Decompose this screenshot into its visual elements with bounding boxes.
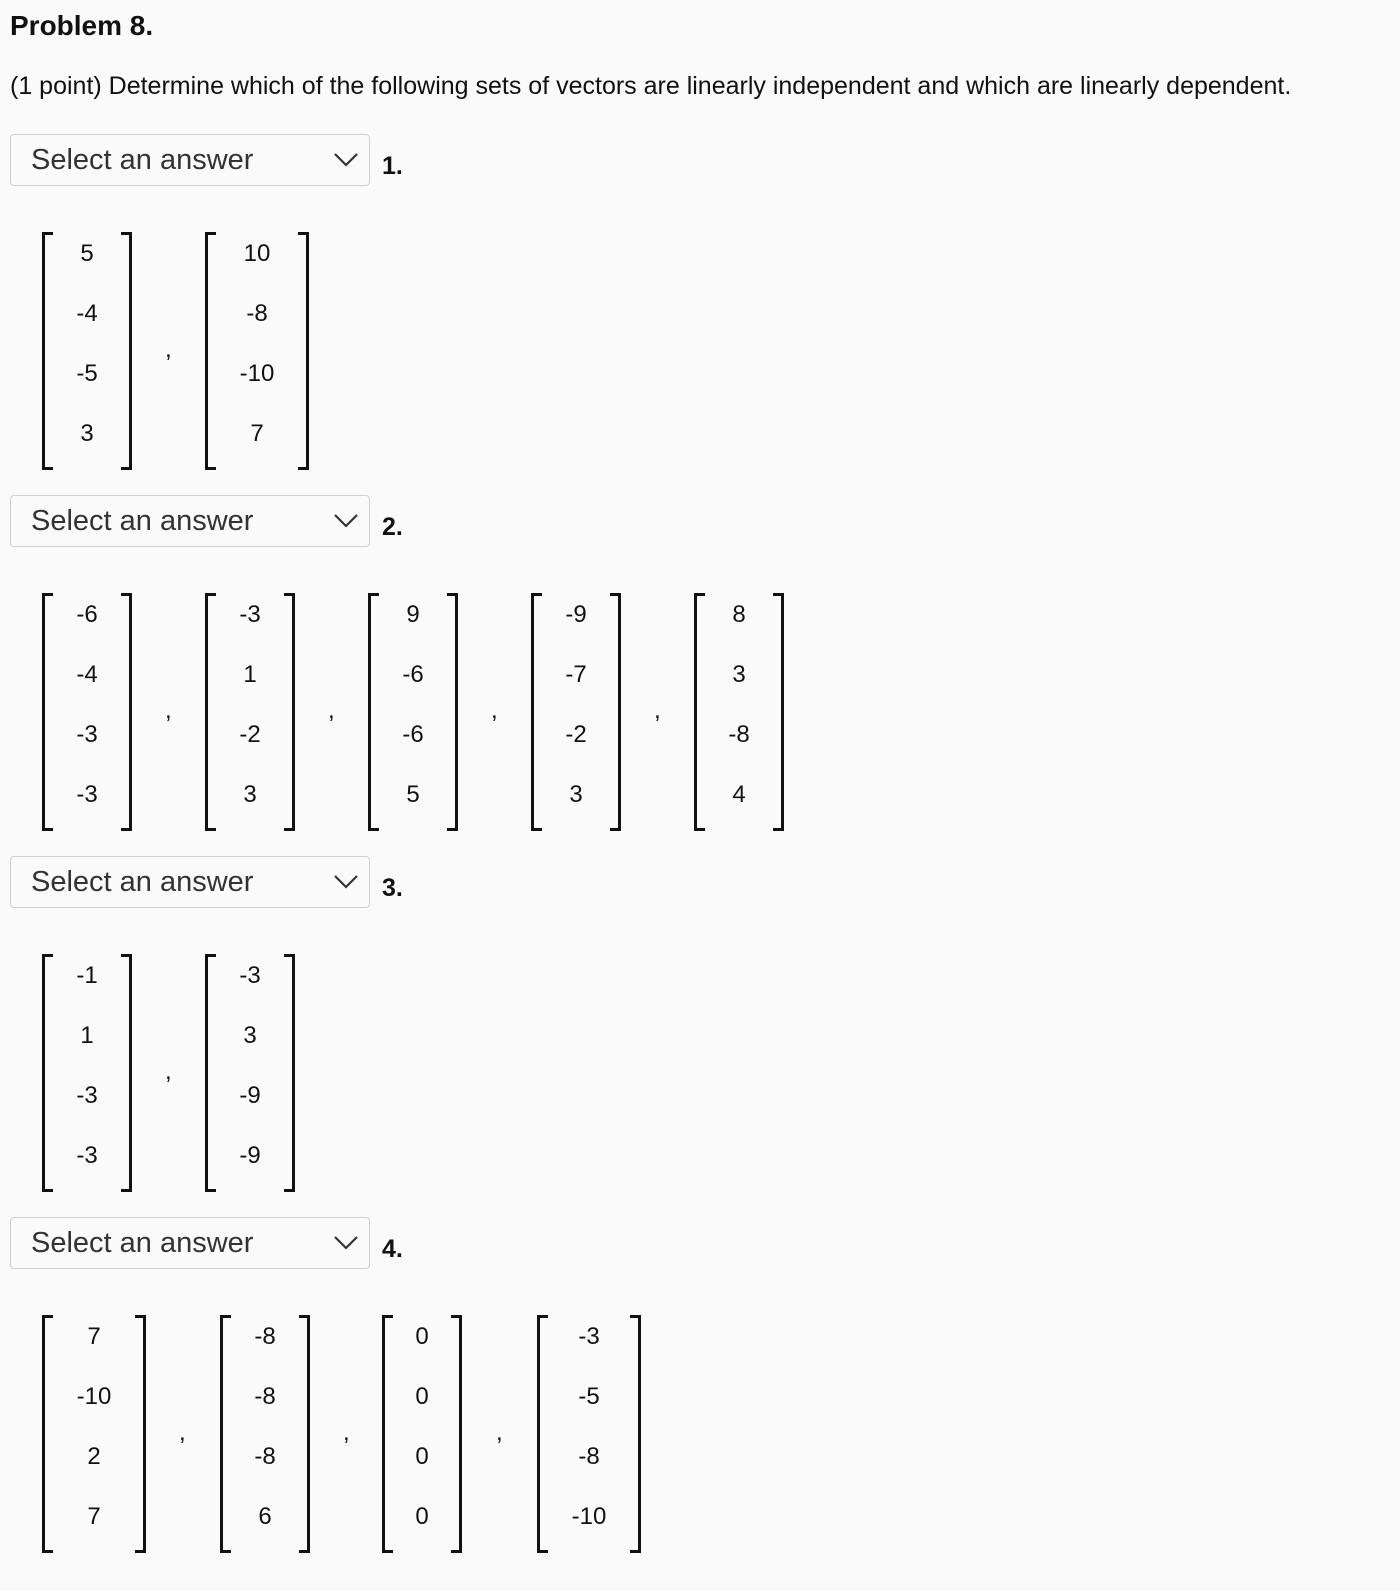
chevron-down-icon xyxy=(333,149,359,169)
vector-entry: -8 xyxy=(254,1323,276,1350)
select-value: Select an answer xyxy=(31,1227,254,1259)
problem-title: Problem 8. xyxy=(10,10,154,41)
problem-prompt: (1 point) Determine which of the following sets of vectors are linearly independent and which are linearly dependent. xyxy=(10,72,1292,100)
comma-separator: , xyxy=(654,697,661,724)
vector xyxy=(205,232,309,466)
vector-set-2 xyxy=(10,593,1370,847)
question-row xyxy=(10,134,1370,190)
vector-entry: 0 xyxy=(415,1443,429,1470)
question-row xyxy=(10,495,1370,551)
vector xyxy=(42,1315,146,1549)
vector-entry: 0 xyxy=(415,1323,429,1350)
comma-separator: , xyxy=(328,697,335,724)
vector-entry: -3 xyxy=(76,781,98,808)
answer-select-2[interactable] xyxy=(10,495,370,547)
vector-entry: 7 xyxy=(87,1323,101,1350)
vector-entry: -8 xyxy=(254,1443,276,1470)
answer-select-1[interactable] xyxy=(10,134,370,186)
right-bracket xyxy=(121,954,132,1192)
vector-entry: -3 xyxy=(76,721,98,748)
vector-entry: -3 xyxy=(76,1142,98,1169)
comma-separator: , xyxy=(165,336,172,363)
answer-select-4[interactable] xyxy=(10,1217,370,1269)
vector-entry: -6 xyxy=(402,721,424,748)
vector-entry: -9 xyxy=(565,601,587,628)
vector-entry: 1 xyxy=(243,661,257,688)
right-bracket xyxy=(298,232,309,470)
vector xyxy=(42,232,132,466)
comma-separator: , xyxy=(165,1058,172,1085)
right-bracket xyxy=(451,1315,462,1553)
select-value: Select an answer xyxy=(31,144,254,176)
vector-entry: -7 xyxy=(565,661,587,688)
vector-entry: -9 xyxy=(239,1082,261,1109)
vector xyxy=(531,593,621,827)
vector-entry: 9 xyxy=(406,601,420,628)
vector xyxy=(382,1315,462,1549)
right-bracket xyxy=(610,593,621,831)
vector xyxy=(205,593,295,827)
right-bracket xyxy=(135,1315,146,1553)
vector-entry: -8 xyxy=(254,1383,276,1410)
question-number-4: 4. xyxy=(382,1235,403,1263)
right-bracket xyxy=(299,1315,310,1553)
part-1 xyxy=(10,134,1370,486)
vector-entry: 3 xyxy=(732,661,746,688)
vector-entry: 3 xyxy=(243,1022,257,1049)
vector-entry: 7 xyxy=(87,1503,101,1530)
comma-separator: , xyxy=(343,1419,350,1446)
vector-entry: -4 xyxy=(76,661,98,688)
vector-entry: 4 xyxy=(732,781,746,808)
right-bracket xyxy=(447,593,458,831)
comma-separator: , xyxy=(179,1419,186,1446)
right-bracket xyxy=(773,593,784,831)
right-bracket xyxy=(121,232,132,470)
part-2 xyxy=(10,495,1370,847)
vector-entry: 0 xyxy=(415,1383,429,1410)
vector xyxy=(205,954,295,1188)
vector xyxy=(42,954,132,1188)
vector xyxy=(220,1315,310,1549)
right-bracket xyxy=(121,593,132,831)
vector-entry: -8 xyxy=(578,1443,600,1470)
right-bracket xyxy=(284,593,295,831)
question-row xyxy=(10,856,1370,912)
question-number-1: 1. xyxy=(382,152,403,180)
vector-entry: -8 xyxy=(246,300,268,327)
vector-entry: -8 xyxy=(728,721,750,748)
vector xyxy=(368,593,458,827)
vector-set-3 xyxy=(10,954,1370,1208)
vector-entry: 1 xyxy=(80,1022,94,1049)
comma-separator: , xyxy=(496,1419,503,1446)
part-4 xyxy=(10,1217,1370,1569)
vector-entry: -3 xyxy=(239,962,261,989)
vector-entry: -3 xyxy=(76,1082,98,1109)
chevron-down-icon xyxy=(333,871,359,891)
right-bracket xyxy=(630,1315,641,1553)
vector-entry: 7 xyxy=(250,420,264,447)
vector-entry: -5 xyxy=(578,1383,600,1410)
question-row xyxy=(10,1217,1370,1273)
vector-entry: -10 xyxy=(239,360,275,387)
vector-entry: -10 xyxy=(571,1503,607,1530)
vector-entry: -6 xyxy=(76,601,98,628)
vector-entry: 3 xyxy=(80,420,94,447)
vector-entry: -2 xyxy=(239,721,261,748)
question-number-3: 3. xyxy=(382,874,403,902)
vector-entry: -4 xyxy=(76,300,98,327)
vector-entry: -5 xyxy=(76,360,98,387)
vector-entry: 3 xyxy=(243,781,257,808)
vector-entry: -1 xyxy=(76,962,98,989)
part-3 xyxy=(10,856,1370,1208)
vector-entry: -3 xyxy=(239,601,261,628)
answer-select-3[interactable] xyxy=(10,856,370,908)
vector-entry: -2 xyxy=(565,721,587,748)
vector-entry: 10 xyxy=(243,240,271,267)
vector-entry: 8 xyxy=(732,601,746,628)
vector-entry: 5 xyxy=(406,781,420,808)
right-bracket xyxy=(284,954,295,1192)
chevron-down-icon xyxy=(333,510,359,530)
select-value: Select an answer xyxy=(31,866,254,898)
vector-entry: 3 xyxy=(569,781,583,808)
select-value: Select an answer xyxy=(31,505,254,537)
comma-separator: , xyxy=(491,697,498,724)
vector xyxy=(537,1315,641,1549)
vector-entry: 5 xyxy=(80,240,94,267)
chevron-down-icon xyxy=(333,1232,359,1252)
question-number-2: 2. xyxy=(382,513,403,541)
vector-set-4 xyxy=(10,1315,1370,1569)
vector-entry: -6 xyxy=(402,661,424,688)
vector xyxy=(42,593,132,827)
vector-entry: 0 xyxy=(415,1503,429,1530)
vector-entry: 6 xyxy=(258,1503,272,1530)
vector-set-1 xyxy=(10,232,1370,486)
vector-entry: 2 xyxy=(87,1443,101,1470)
comma-separator: , xyxy=(165,697,172,724)
vector-entry: -9 xyxy=(239,1142,261,1169)
vector xyxy=(694,593,784,827)
vector-entry: -10 xyxy=(76,1383,112,1410)
vector-entry: -3 xyxy=(578,1323,600,1350)
